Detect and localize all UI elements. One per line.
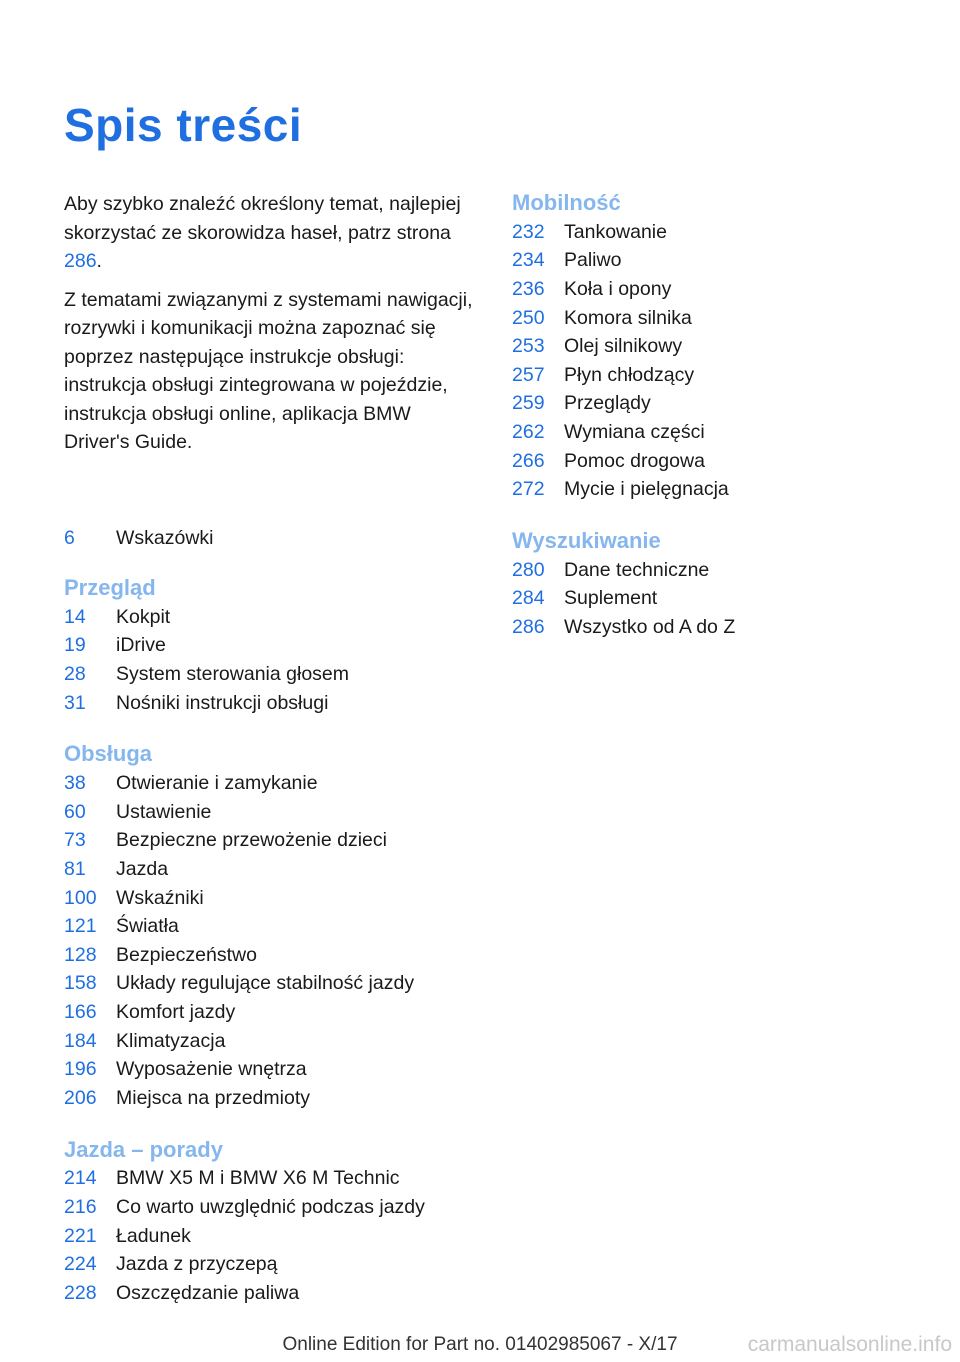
- toc-label: Mycie i pielęgnacja: [564, 478, 729, 501]
- intro-text-end: .: [96, 250, 102, 272]
- toc-page-number[interactable]: 206: [64, 1086, 97, 1109]
- toc-row[interactable]: [64, 769, 479, 798]
- right-sections: [512, 188, 912, 642]
- toc-label: Jazda: [116, 858, 169, 881]
- section-title: Obsługa: [64, 741, 153, 767]
- toc-page-number[interactable]: 214: [64, 1167, 97, 1190]
- toc-row[interactable]: [512, 332, 912, 361]
- left-sections: [64, 573, 479, 1307]
- index-page-link[interactable]: 286: [64, 250, 97, 272]
- toc-label: Paliwo: [564, 249, 622, 272]
- section-title: Mobilność: [512, 190, 621, 215]
- left-column: [64, 190, 479, 1308]
- toc-page-number[interactable]: 196: [64, 1058, 97, 1081]
- toc-row[interactable]: [512, 585, 912, 614]
- toc-row[interactable]: [512, 304, 912, 333]
- toc-section: [64, 573, 479, 717]
- toc-label: Nośniki instrukcji obsługi: [116, 691, 329, 714]
- footer-edition: Online Edition for Part no. 01402985067 - X/17: [282, 1334, 678, 1355]
- toc-page-number[interactable]: 216: [64, 1195, 97, 1218]
- toc-section: [512, 188, 912, 504]
- toc-page-number[interactable]: 259: [512, 392, 545, 415]
- toc-label: Komfort jazdy: [116, 1001, 236, 1024]
- toc-label: Suplement: [564, 587, 658, 610]
- toc-row[interactable]: [64, 912, 479, 941]
- toc-page-number[interactable]: 257: [512, 363, 545, 386]
- toc-row[interactable]: [512, 447, 912, 476]
- toc-row[interactable]: [64, 1084, 479, 1113]
- toc-label: Komora silnika: [564, 306, 692, 329]
- toc-label: Kokpit: [116, 605, 171, 628]
- toc-page-number[interactable]: 250: [512, 306, 545, 329]
- toc-row[interactable]: [64, 1193, 479, 1222]
- toc-row[interactable]: [512, 556, 912, 585]
- toc-row[interactable]: [64, 941, 479, 970]
- toc-label: Miejsca na przedmioty: [116, 1086, 310, 1109]
- toc-row[interactable]: [512, 218, 912, 247]
- toc-row[interactable]: [64, 1055, 479, 1084]
- toc-page-number[interactable]: 14: [64, 605, 86, 628]
- toc-row[interactable]: [64, 1027, 479, 1056]
- watermark: carmanualsonline.info: [747, 1333, 952, 1356]
- toc-page-number[interactable]: 121: [64, 915, 97, 938]
- toc-label: Wskaźniki: [116, 886, 204, 909]
- toc-label: Klimatyzacja: [116, 1029, 226, 1052]
- toc-page-number[interactable]: 284: [512, 587, 545, 610]
- toc-label: System sterowania głosem: [116, 663, 350, 686]
- toc-row[interactable]: [64, 1279, 479, 1308]
- toc-page-number[interactable]: 224: [64, 1253, 97, 1276]
- toc-label: Oszczędzanie paliwa: [116, 1281, 300, 1304]
- toc-section: [64, 739, 479, 1112]
- toc-label: Tankowanie: [564, 220, 667, 243]
- toc-label: Płyn chłodzący: [564, 363, 695, 386]
- toc-page-number[interactable]: 221: [64, 1224, 97, 1247]
- toc-page-number[interactable]: 6: [64, 527, 75, 550]
- toc-row[interactable]: [64, 884, 479, 913]
- toc-label: Układy regulujące stabilność jazdy: [116, 972, 415, 995]
- toc-label: BMW X5 M i BMW X6 M Technic: [116, 1167, 400, 1190]
- toc-page-number[interactable]: 234: [512, 249, 545, 272]
- toc-page-number[interactable]: 166: [64, 1001, 97, 1024]
- section-title: Wyszukiwanie: [512, 527, 661, 553]
- toc-label: Otwieranie i zamykanie: [116, 772, 318, 795]
- toc-page-number[interactable]: 262: [512, 420, 545, 443]
- toc-label: Wyposażenie wnętrza: [116, 1058, 307, 1081]
- toc-row[interactable]: [64, 1222, 479, 1251]
- toc-section: [512, 526, 912, 642]
- toc-label: iDrive: [116, 634, 166, 657]
- toc-page-number[interactable]: 158: [64, 972, 97, 995]
- toc-page-number[interactable]: 272: [512, 478, 545, 501]
- toc-page-number[interactable]: 228: [64, 1281, 97, 1304]
- toc-page-number[interactable]: 19: [64, 634, 86, 657]
- toc-label: Wskazówki: [116, 527, 214, 550]
- toc-row[interactable]: [512, 475, 912, 504]
- toc-row[interactable]: [512, 275, 912, 304]
- toc-page-number[interactable]: 286: [512, 615, 545, 638]
- toc-row[interactable]: [64, 660, 479, 689]
- toc-label: Wymiana części: [564, 420, 705, 443]
- toc-page-number[interactable]: 60: [64, 800, 86, 823]
- toc-label: Ustawienie: [116, 800, 212, 823]
- toc-row[interactable]: [512, 247, 912, 276]
- toc-page-number[interactable]: 38: [64, 772, 86, 795]
- toc-page-number[interactable]: 28: [64, 663, 86, 686]
- toc-label: Co warto uwzględnić podczas jazdy: [116, 1195, 425, 1218]
- intro-text: Aby szybko znaleźć określony temat, najlepiej skorzystać ze skorowidza haseł, patrz strona: [64, 193, 461, 244]
- toc-page-number[interactable]: 253: [512, 335, 545, 358]
- toc-row[interactable]: [64, 970, 479, 999]
- toc-row[interactable]: [64, 632, 479, 661]
- toc-row[interactable]: [512, 361, 912, 390]
- page-title: Spis treści: [64, 99, 303, 151]
- toc-row[interactable]: [512, 613, 912, 642]
- toc-row[interactable]: [64, 855, 479, 884]
- toc-label: Bezpieczne przewożenie dzieci: [116, 829, 387, 852]
- toc-row[interactable]: [512, 418, 912, 447]
- toc-page-number[interactable]: 100: [64, 886, 97, 909]
- intro: [64, 190, 479, 457]
- section-title: Przegląd: [64, 575, 156, 601]
- section-title: Jazda – porady: [64, 1136, 223, 1162]
- toc-label: Światła: [116, 915, 179, 938]
- toc-label: Jazda z przyczepą: [116, 1253, 278, 1276]
- toc-row[interactable]: [64, 1165, 479, 1194]
- toc-label: Olej silnikowy: [564, 335, 683, 358]
- toc-page-number[interactable]: 236: [512, 277, 545, 300]
- toc-page-number[interactable]: 280: [512, 558, 545, 581]
- toc-row[interactable]: [512, 390, 912, 419]
- toc-label: Pomoc drogowa: [564, 449, 705, 472]
- toc-row[interactable]: [64, 827, 479, 856]
- toc-page-number[interactable]: 81: [64, 858, 86, 881]
- right-column: [512, 190, 912, 642]
- toc-row[interactable]: [64, 1250, 479, 1279]
- toc-row[interactable]: [64, 998, 479, 1027]
- intro-paragraph-1: [64, 190, 479, 276]
- toc-page-number[interactable]: 128: [64, 943, 97, 966]
- toc-label: Koła i opony: [564, 277, 672, 300]
- toc-label: Dane techniczne: [564, 558, 710, 581]
- toc-section: [64, 1135, 479, 1308]
- toc-page-number[interactable]: 184: [64, 1029, 97, 1052]
- toc-page-number[interactable]: 266: [512, 449, 545, 472]
- toc-row-standalone[interactable]: [64, 525, 479, 554]
- toc-label: Wszystko od A do Z: [564, 615, 736, 638]
- toc-row[interactable]: [64, 798, 479, 827]
- toc-page-number[interactable]: 232: [512, 220, 545, 243]
- toc-page-number[interactable]: 31: [64, 691, 86, 714]
- toc-label: Ładunek: [116, 1224, 191, 1247]
- toc-label: Przeglądy: [564, 392, 651, 415]
- toc-row[interactable]: [64, 603, 479, 632]
- toc-row[interactable]: [64, 689, 479, 718]
- toc-label: Bezpieczeństwo: [116, 943, 257, 966]
- intro-paragraph-2: Z tematami związanymi z systemami nawigacji, rozrywki i komunikacji można zapoznać się poprzez następujące instrukcje obsługi: instrukcja obsługi zintegrowana w pojeździe, instrukcja obsługi online, aplikacja BMW Driver's Guide.: [64, 288, 473, 453]
- toc-page-number[interactable]: 73: [64, 829, 86, 852]
